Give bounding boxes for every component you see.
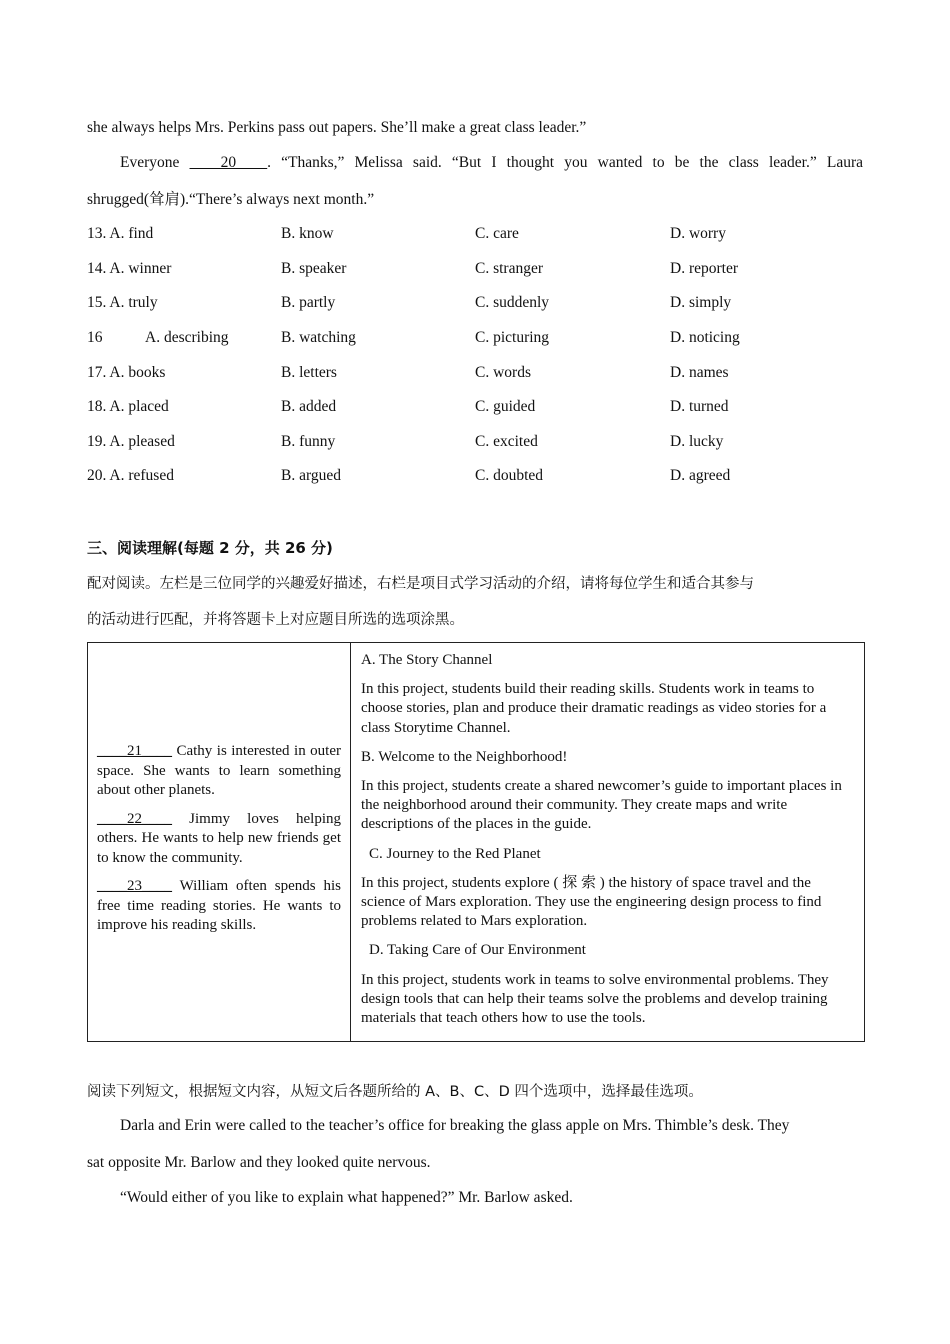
matching-table <box>87 642 865 1042</box>
question-option-b: B. know <box>281 225 334 242</box>
question-option-d: D. simply <box>670 294 732 311</box>
question-option-b: B. partly <box>281 294 336 311</box>
question-option-d: D. names <box>670 364 729 381</box>
answer-blank-23: ____23____ <box>97 878 172 894</box>
project-description: In this project, students build their reading skills. Students work in teams to choose stories, plan and produce their dramatic readings as video stories for a class Storytime Channel. <box>361 681 827 736</box>
question-row <box>87 294 867 314</box>
question-row <box>87 225 867 245</box>
question-option-b: B. letters <box>281 364 337 381</box>
question-option-d: D. reporter <box>670 260 738 277</box>
project-title: C. Journey to the Red Planet <box>369 845 541 862</box>
question-option-c: C. guided <box>475 398 536 415</box>
project-title: A. The Story Channel <box>361 652 493 668</box>
instruction-line: 阅读下列短文，根据短文内容，从短文后各题所给的 A、B、C、D 四个选项中，选择最佳选项。 <box>87 1084 703 1100</box>
instruction-line: 的活动进行匹配，并将答题卡上对应题目所选的选项涂黑。 <box>87 612 464 628</box>
question-option-b: B. watching <box>281 329 356 346</box>
question-row <box>87 260 867 280</box>
question-option-a: 15. A. truly <box>87 294 158 311</box>
question-option-b: B. added <box>281 398 337 415</box>
student-item: ____23____ William often spends his free time reading stories. He wants to improve his reading skills. <box>97 878 341 933</box>
question-option-d: D. lucky <box>670 433 724 450</box>
question-option-a: 14. A. winner <box>87 260 172 277</box>
student-item: ____21____ Cathy is interested in outer space. She wants to learn something about other planets. <box>97 743 341 798</box>
question-option-a: 19. A. pleased <box>87 433 175 450</box>
question-number: 16 <box>87 329 103 346</box>
passage-line: sat opposite Mr. Barlow and they looked quite nervous. <box>87 1154 431 1171</box>
section-title: 三、阅读理解(每题 2 分，共 26 分) <box>87 539 333 557</box>
question-row <box>87 467 867 487</box>
question-option-b: B. argued <box>281 467 341 484</box>
question-row <box>87 329 867 349</box>
question-row <box>87 433 867 453</box>
passage-line: she always helps Mrs. Perkins pass out papers. She’ll make a great class leader.” <box>87 119 587 136</box>
passage-text: shrugged(耸肩).“There’s always next month.” <box>87 191 375 208</box>
passage-line-blank <box>120 153 863 173</box>
passage-text: . “Thanks,” Melissa said. “But I thought you wanted to be the class leader.” Laura <box>267 154 864 171</box>
passage-line: Darla and Erin were called to the teacher’s office for breaking the glass apple on Mrs. Thimble’s desk. They <box>120 1117 790 1134</box>
project-description: In this project, students create a shared newcomer’s guide to important places in the neighborhood around their community. They create maps and write descriptions of the places in the guide. <box>361 778 842 833</box>
question-option-a: 13. A. find <box>87 225 154 242</box>
question-option-b: B. funny <box>281 433 336 450</box>
question-option-c: C. words <box>475 364 531 381</box>
question-row <box>87 398 867 418</box>
passage-text: Everyone <box>120 154 180 171</box>
question-option-a: 18. A. placed <box>87 398 169 415</box>
instruction-line: 配对阅读。左栏是三位同学的兴趣爱好描述，右栏是项目式学习活动的介绍，请将每位学生和适合其参与 <box>87 576 754 592</box>
passage-line <box>87 190 863 210</box>
question-option-c: C. doubted <box>475 467 544 484</box>
project-title: D. Taking Care of Our Environment <box>369 942 586 959</box>
answer-blank-21: ____21____ <box>97 743 172 759</box>
question-option-a: 20. A. refused <box>87 467 174 484</box>
question-option-a: 17. A. books <box>87 364 166 381</box>
project-description: In this project, students explore ( 探 索 ) the history of space travel and the science of Mars exploration. They use the engineering design process to find problems related to Mars exploration. <box>361 874 822 930</box>
question-option-d: D. worry <box>670 225 726 242</box>
question-option-c: C. care <box>475 225 519 242</box>
projects-column <box>351 643 865 1042</box>
passage-line: “Would either of you like to explain what happened?” Mr. Barlow asked. <box>120 1189 573 1206</box>
question-option-d: D. turned <box>670 398 729 415</box>
question-option-c: C. picturing <box>475 329 550 346</box>
students-column <box>88 643 351 1042</box>
answer-blank-20: ____20____ <box>189 154 268 171</box>
question-option-a: A. describing <box>145 329 229 346</box>
question-option-c: C. excited <box>475 433 538 450</box>
project-description: In this project, students work in teams to solve environmental problems. They design tools that can help their teams solve the problems and develop training materials that teach others how to use the tools. <box>361 971 829 1027</box>
question-option-b: B. speaker <box>281 260 347 277</box>
question-option-c: C. suddenly <box>475 294 550 311</box>
answer-blank-22: ____22____ <box>97 810 172 827</box>
project-title: B. Welcome to the Neighborhood! <box>361 748 568 765</box>
question-row <box>87 364 867 384</box>
question-option-d: D. agreed <box>670 467 731 484</box>
student-item: ____22____ Jimmy loves helping others. He wants to help new friends get to know the community. <box>97 810 341 866</box>
question-option-d: D. noticing <box>670 329 740 346</box>
question-option-c: C. stranger <box>475 260 544 277</box>
